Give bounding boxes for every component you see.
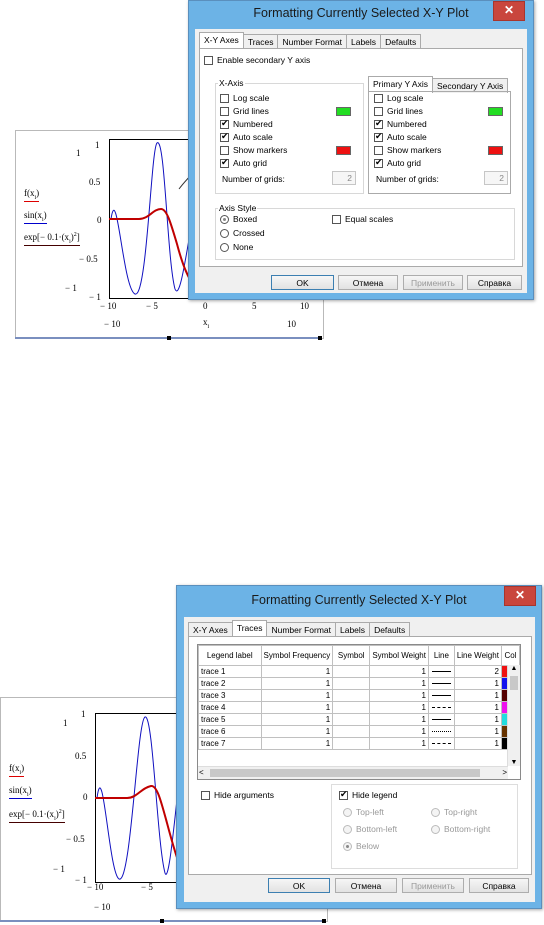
y-tick: 0.5 bbox=[75, 751, 87, 761]
y-range-bottom: − 1 bbox=[53, 864, 65, 874]
tab-number-format[interactable]: Number Format bbox=[277, 34, 347, 49]
line-style-sample bbox=[432, 695, 451, 696]
checkbox-box bbox=[374, 146, 383, 155]
symbol-frequency-cell[interactable]: 1 bbox=[261, 666, 333, 678]
legend-fn2[interactable]: $\sin(x_i)$ bbox=[24, 210, 47, 223]
line-weight-cell[interactable]: 1 bbox=[454, 726, 501, 738]
y-grid-color-swatch[interactable] bbox=[488, 107, 503, 116]
x-tick: − 5 bbox=[141, 882, 153, 892]
trace-label-cell[interactable]: trace 5 bbox=[199, 714, 262, 726]
close-button[interactable] bbox=[493, 1, 525, 21]
tab-xy-axes[interactable]: X-Y Axes bbox=[188, 622, 233, 637]
trace-label-cell[interactable]: trace 7 bbox=[199, 738, 262, 750]
resize-handle[interactable] bbox=[318, 336, 322, 340]
radio-circle bbox=[343, 842, 352, 851]
col-header-symbol: Symbol bbox=[333, 646, 370, 666]
symbol-weight-cell[interactable]: 1 bbox=[370, 714, 429, 726]
axis-style-boxed-radio[interactable] bbox=[220, 214, 257, 224]
line-weight-cell[interactable]: 1 bbox=[454, 678, 501, 690]
y-tick: − 0.5 bbox=[79, 254, 98, 264]
col-header-line: Line bbox=[428, 646, 454, 666]
axis-style-group-label: Axis Style bbox=[219, 203, 257, 213]
symbol-cell[interactable] bbox=[333, 726, 370, 738]
checkbox-label: Numbered bbox=[233, 119, 273, 129]
radio-label: Bottom-left bbox=[356, 824, 398, 834]
symbol-weight-cell[interactable]: 1 bbox=[370, 738, 429, 750]
checkbox-box bbox=[374, 159, 383, 168]
resize-handle[interactable] bbox=[322, 919, 326, 923]
x-tick: − 10 bbox=[100, 301, 117, 311]
format-dialog-axes bbox=[188, 0, 534, 300]
dialog-client bbox=[184, 617, 535, 902]
line-style-cell[interactable] bbox=[428, 714, 454, 726]
table-row[interactable] bbox=[199, 726, 520, 738]
legend-fn3[interactable]: $\exp[- 0.1\cdot(x_i)^2]$ bbox=[24, 232, 80, 245]
cancel-button[interactable]: Отмена bbox=[338, 275, 398, 290]
col-header-line-weight: Line Weight bbox=[454, 646, 501, 666]
dialog-title: Formatting Currently Selected X-Y Plot bbox=[251, 593, 467, 607]
symbol-cell[interactable] bbox=[333, 714, 370, 726]
y-marker-color-swatch[interactable] bbox=[488, 146, 503, 155]
radio-label: Boxed bbox=[233, 214, 258, 224]
traces-table-body bbox=[199, 666, 520, 750]
symbol-cell[interactable] bbox=[333, 690, 370, 702]
x-show-markers-checkbox[interactable] bbox=[220, 145, 287, 155]
ok-button[interactable]: OK bbox=[268, 878, 330, 893]
symbol-frequency-cell[interactable]: 1 bbox=[261, 714, 333, 726]
tab-xy-axes[interactable]: X-Y Axes bbox=[199, 32, 244, 49]
y-log-scale-checkbox[interactable] bbox=[374, 93, 423, 103]
checkbox-label: Auto grid bbox=[233, 158, 268, 168]
legend-bottom-right-radio[interactable] bbox=[431, 824, 490, 834]
x-numbered-checkbox[interactable] bbox=[220, 119, 273, 129]
checkbox-label: Log scale bbox=[387, 93, 424, 103]
enable-secondary-y-checkbox[interactable] bbox=[204, 55, 310, 65]
y-tick: 1 bbox=[81, 709, 86, 719]
y-tick: 1 bbox=[95, 140, 100, 150]
y-numbered-checkbox[interactable] bbox=[374, 119, 427, 129]
checkbox-box bbox=[374, 94, 383, 103]
line-style-cell[interactable] bbox=[428, 678, 454, 690]
legend-below-radio[interactable] bbox=[343, 841, 379, 851]
table-row[interactable] bbox=[199, 678, 520, 690]
ok-button[interactable]: OK bbox=[271, 275, 334, 290]
radio-circle bbox=[431, 825, 440, 834]
checkbox-label: Hide arguments bbox=[214, 790, 275, 800]
radio-circle bbox=[220, 215, 229, 224]
legend-fn2[interactable]: $\sin(x_i)$ bbox=[9, 785, 32, 798]
checkbox-label: Numbered bbox=[387, 119, 427, 129]
tab-labels[interactable]: Labels bbox=[346, 34, 381, 49]
trace-label-cell[interactable]: trace 2 bbox=[199, 678, 262, 690]
table-row[interactable] bbox=[199, 690, 520, 702]
radio-circle bbox=[431, 808, 440, 817]
y-auto-grid-checkbox[interactable] bbox=[374, 158, 421, 168]
apply-button[interactable]: Применить bbox=[402, 878, 464, 893]
y-number-of-grids-input[interactable]: 2 bbox=[484, 171, 508, 185]
trace-label-cell[interactable]: trace 6 bbox=[199, 726, 262, 738]
x-axis-label: $x_i$ bbox=[203, 317, 210, 330]
x-number-of-grids-input[interactable]: 2 bbox=[332, 171, 356, 185]
table-row[interactable] bbox=[199, 714, 520, 726]
tab-defaults[interactable]: Defaults bbox=[369, 622, 410, 637]
col-header-legend-label: Legend label bbox=[199, 646, 262, 666]
help-button[interactable]: Справка bbox=[467, 275, 522, 290]
x-grid-lines-checkbox[interactable] bbox=[220, 106, 269, 116]
symbol-cell[interactable] bbox=[333, 702, 370, 714]
line-weight-cell[interactable]: 1 bbox=[454, 690, 501, 702]
checkbox-box bbox=[204, 56, 213, 65]
tab-strip bbox=[188, 622, 409, 636]
tab-traces[interactable]: Traces bbox=[243, 34, 279, 49]
line-style-sample bbox=[432, 743, 451, 744]
line-style-sample bbox=[432, 707, 451, 708]
y-tick: − 1 bbox=[89, 292, 101, 302]
y-tick: 0.5 bbox=[89, 177, 101, 187]
line-style-sample bbox=[432, 683, 451, 684]
tab-number-format[interactable]: Number Format bbox=[266, 622, 336, 637]
tab-primary-y-axis[interactable]: Primary Y Axis bbox=[368, 76, 433, 91]
checkbox-box bbox=[374, 107, 383, 116]
checkbox-box bbox=[374, 133, 383, 142]
axis-style-none-radio[interactable] bbox=[220, 242, 253, 252]
symbol-weight-cell[interactable]: 1 bbox=[370, 726, 429, 738]
symbol-frequency-cell[interactable]: 1 bbox=[261, 690, 333, 702]
x-number-of-grids-label: Number of grids: bbox=[222, 174, 285, 184]
x-log-scale-checkbox[interactable] bbox=[220, 93, 269, 103]
legend-top-right-radio[interactable] bbox=[431, 807, 477, 817]
x-tick: 5 bbox=[252, 301, 257, 311]
close-icon: ✕ bbox=[503, 3, 515, 17]
y-range-top: 1 bbox=[63, 718, 68, 728]
radio-label: Top-right bbox=[444, 807, 478, 817]
line-weight-cell[interactable]: 1 bbox=[454, 714, 501, 726]
axes-page bbox=[199, 48, 523, 267]
legend-fn1[interactable]: $f(x_i)$ bbox=[9, 763, 25, 776]
cancel-button[interactable]: Отмена bbox=[335, 878, 397, 893]
resize-handle[interactable] bbox=[167, 336, 171, 340]
horizontal-scrollbar[interactable] bbox=[198, 766, 508, 779]
radio-label: None bbox=[233, 242, 254, 252]
line-weight-cell[interactable]: 1 bbox=[454, 702, 501, 714]
x-tick: 10 bbox=[300, 301, 309, 311]
line-style-sample bbox=[432, 671, 451, 672]
x-auto-grid-checkbox[interactable] bbox=[220, 158, 267, 168]
symbol-frequency-cell[interactable]: 1 bbox=[261, 738, 333, 750]
line-style-cell[interactable] bbox=[428, 690, 454, 702]
checkbox-label: Hide legend bbox=[352, 790, 398, 800]
radio-label: Top-left bbox=[356, 807, 384, 817]
symbol-frequency-cell[interactable]: 1 bbox=[261, 678, 333, 690]
line-weight-cell[interactable]: 2 bbox=[454, 666, 501, 678]
scroll-thumb[interactable] bbox=[510, 676, 518, 690]
checkbox-box bbox=[220, 159, 229, 168]
line-weight-cell[interactable]: 1 bbox=[454, 738, 501, 750]
tab-secondary-y-axis[interactable]: Secondary Y Axis bbox=[432, 78, 508, 93]
checkbox-box bbox=[220, 94, 229, 103]
trace-label-cell[interactable]: trace 3 bbox=[199, 690, 262, 702]
x-range-left: − 10 bbox=[104, 319, 121, 329]
legend-bottom-left-radio[interactable] bbox=[343, 824, 397, 834]
scroll-left-icon[interactable]: < bbox=[199, 768, 204, 777]
x-tick: − 5 bbox=[146, 301, 158, 311]
symbol-cell[interactable] bbox=[333, 678, 370, 690]
checkbox-box bbox=[374, 120, 383, 129]
line-style-cell[interactable] bbox=[428, 702, 454, 714]
y-tick: 0 bbox=[97, 215, 102, 225]
y-tick: 0 bbox=[83, 792, 88, 802]
line-style-cell[interactable] bbox=[428, 666, 454, 678]
checkbox-label: Auto scale bbox=[387, 132, 427, 142]
equal-scales-checkbox[interactable] bbox=[332, 214, 393, 224]
checkbox-label: Auto grid bbox=[387, 158, 422, 168]
checkbox-label: Grid lines bbox=[387, 106, 423, 116]
checkbox-box bbox=[332, 215, 341, 224]
y-number-of-grids-label: Number of grids: bbox=[376, 174, 439, 184]
x-tick: 0 bbox=[203, 301, 208, 311]
symbol-weight-cell[interactable]: 1 bbox=[370, 690, 429, 702]
legend-fn3[interactable]: $\exp[- 0.1\cdot(x_i)^2]$ bbox=[9, 809, 65, 822]
symbol-cell[interactable] bbox=[333, 738, 370, 750]
radio-circle bbox=[343, 825, 352, 834]
radio-circle bbox=[220, 229, 229, 238]
tab-strip bbox=[199, 34, 420, 48]
checkbox-box bbox=[220, 133, 229, 142]
symbol-weight-cell[interactable]: 1 bbox=[370, 666, 429, 678]
legend-top-left-radio[interactable] bbox=[343, 807, 384, 817]
checkbox-label: Equal scales bbox=[345, 214, 394, 224]
x-grid-color-swatch[interactable] bbox=[336, 107, 351, 116]
x-auto-scale-checkbox[interactable] bbox=[220, 132, 273, 142]
close-icon: ✕ bbox=[514, 588, 526, 602]
plot-area-bottom bbox=[95, 713, 179, 883]
hide-arguments-checkbox[interactable] bbox=[201, 790, 274, 800]
tab-defaults[interactable]: Defaults bbox=[380, 34, 421, 49]
trace-label-cell[interactable]: trace 1 bbox=[199, 666, 262, 678]
help-button[interactable]: Справка bbox=[469, 878, 529, 893]
checkbox-label: Grid lines bbox=[233, 106, 269, 116]
x-axis-group-label: X-Axis bbox=[219, 78, 244, 88]
checkbox-box bbox=[220, 107, 229, 116]
scroll-right-icon[interactable]: > bbox=[502, 768, 507, 777]
dialog-title: Formatting Currently Selected X-Y Plot bbox=[253, 6, 469, 20]
x-range-right: 10 bbox=[287, 319, 296, 329]
line-style-cell[interactable] bbox=[428, 738, 454, 750]
y-grid-lines-checkbox[interactable] bbox=[374, 106, 423, 116]
scroll-thumb[interactable] bbox=[210, 769, 480, 777]
vertical-scrollbar[interactable] bbox=[507, 665, 520, 766]
col-header-symbol-frequency: Symbol Frequency bbox=[261, 646, 333, 666]
dialog-client bbox=[195, 29, 527, 293]
col-header-symbol-weight: Symbol Weight bbox=[370, 646, 429, 666]
table-row[interactable] bbox=[199, 666, 520, 678]
symbol-cell[interactable] bbox=[333, 666, 370, 678]
checkbox-label: Show markers bbox=[233, 145, 288, 155]
symbol-frequency-cell[interactable]: 1 bbox=[261, 702, 333, 714]
traces-page bbox=[188, 636, 532, 875]
symbol-frequency-cell[interactable]: 1 bbox=[261, 726, 333, 738]
symbol-weight-cell[interactable]: 1 bbox=[370, 678, 429, 690]
checkbox-box bbox=[201, 791, 210, 800]
checkbox-label: Log scale bbox=[233, 93, 270, 103]
checkbox-label: Enable secondary Y axis bbox=[217, 55, 311, 65]
col-header-color: Col bbox=[501, 646, 519, 666]
radio-label: Crossed bbox=[233, 228, 265, 238]
scroll-up-icon[interactable]: ▲ bbox=[510, 665, 518, 672]
table-row[interactable] bbox=[199, 738, 520, 750]
radio-label: Bottom-right bbox=[444, 824, 491, 834]
x-tick: − 10 bbox=[87, 882, 104, 892]
format-dialog-traces bbox=[176, 585, 542, 909]
line-style-cell[interactable] bbox=[428, 726, 454, 738]
scroll-down-icon[interactable]: ▼ bbox=[510, 759, 518, 766]
plot-area-top bbox=[109, 139, 198, 299]
checkbox-label: Auto scale bbox=[233, 132, 273, 142]
radio-circle bbox=[343, 808, 352, 817]
table-row[interactable] bbox=[199, 702, 520, 714]
checkbox-box bbox=[220, 146, 229, 155]
traces-table bbox=[198, 645, 520, 750]
y-tick: − 1 bbox=[75, 875, 87, 885]
legend-fn1[interactable]: $f(x_i)$ bbox=[24, 188, 40, 201]
y-auto-scale-checkbox[interactable] bbox=[374, 132, 427, 142]
checkbox-box bbox=[220, 120, 229, 129]
y-tick: − 0.5 bbox=[66, 834, 85, 844]
hide-legend-checkbox[interactable] bbox=[339, 790, 397, 800]
tab-labels[interactable]: Labels bbox=[335, 622, 370, 637]
close-button[interactable] bbox=[504, 586, 536, 606]
y-show-markers-checkbox[interactable] bbox=[374, 145, 441, 155]
tab-traces[interactable]: Traces bbox=[232, 620, 268, 637]
line-style-sample bbox=[432, 731, 451, 732]
resize-handle[interactable] bbox=[160, 919, 164, 923]
x-marker-color-swatch[interactable] bbox=[336, 146, 351, 155]
checkbox-label: Show markers bbox=[387, 145, 442, 155]
x-range-left: − 10 bbox=[94, 902, 111, 912]
traces-table-frame bbox=[197, 644, 521, 780]
checkbox-box bbox=[339, 791, 348, 800]
symbol-weight-cell[interactable]: 1 bbox=[370, 702, 429, 714]
radio-label: Below bbox=[356, 841, 380, 851]
y-range-top: 1 bbox=[76, 148, 81, 158]
apply-button[interactable]: Применить bbox=[403, 275, 463, 290]
trace-label-cell[interactable]: trace 4 bbox=[199, 702, 262, 714]
radio-circle bbox=[220, 243, 229, 252]
line-style-sample bbox=[432, 719, 451, 720]
y-range-bottom: − 1 bbox=[65, 283, 77, 293]
axis-style-crossed-radio[interactable] bbox=[220, 228, 265, 238]
